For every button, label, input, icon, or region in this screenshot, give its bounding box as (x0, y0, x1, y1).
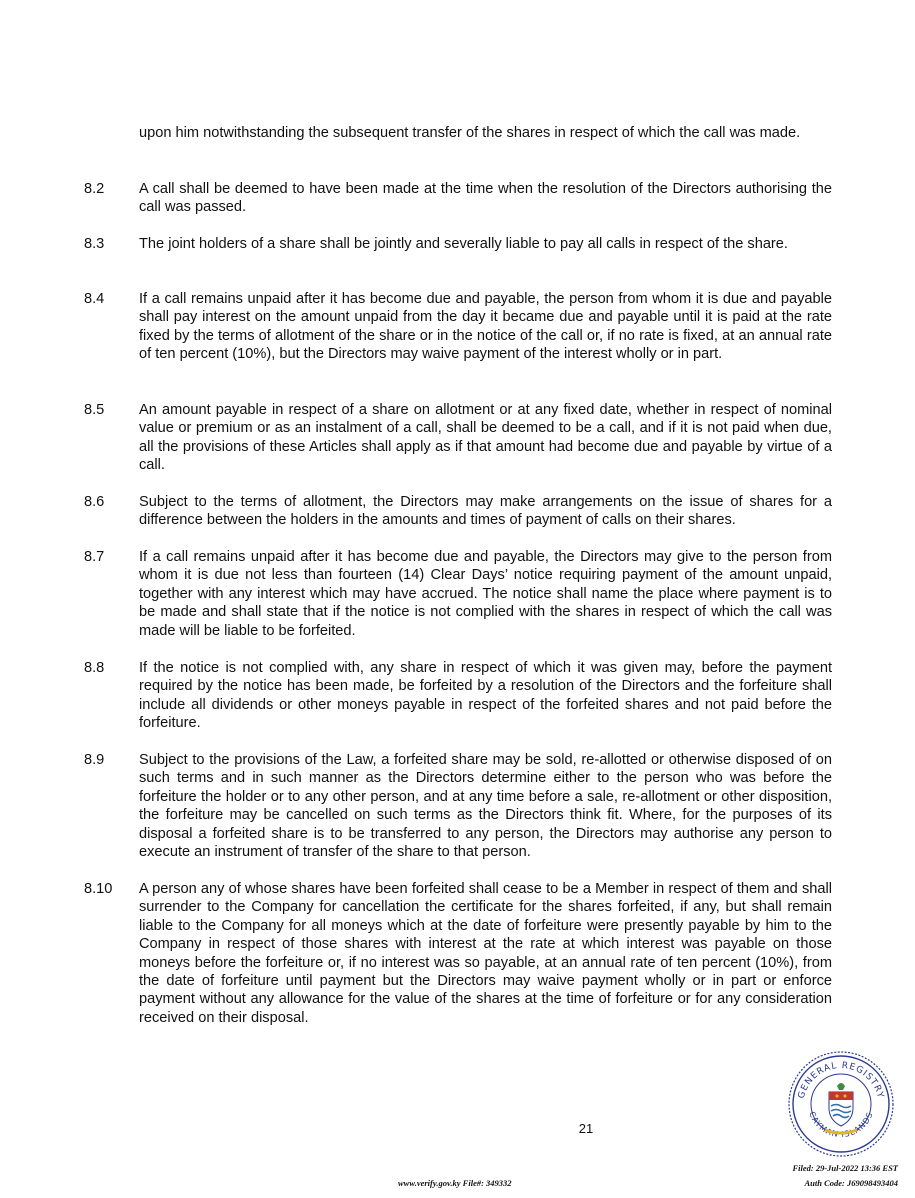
clause-number: 8.5 (84, 402, 105, 418)
clause-8-6 (84, 493, 832, 530)
clause-number: 8.6 (84, 494, 105, 510)
seal-top-text: GENERAL REGISTRY (796, 1060, 886, 1100)
page-number: 21 (578, 1121, 594, 1136)
clause-number: 8.7 (84, 549, 105, 565)
clause-text: Subject to the provisions of the Law, a forfeited share may be sold, re-allotted or otherwise disposed of on such terms and in such manner as the Directors determine either to the person who was before the forfeiture the holder or to any other person, and at any time before a sale, re-allotment or other disposition, the forfeiture may be cancelled on such terms as the Directors think fit. Where, for the purposes of its disposal a forfeited share is to be transferred to any person, the Directors may authorise any person to execute an instrument of transfer of the share to that person. (139, 752, 832, 861)
clause-8-2 (84, 180, 832, 217)
clause-8-9 (84, 751, 832, 861)
clause-8-3 (84, 235, 832, 253)
seal-bottom-text: CAYMAN ISLANDS (807, 1110, 875, 1139)
clause-8-8 (84, 659, 832, 733)
clause-text: A person any of whose shares have been forfeited shall cease to be a Member in respect of them and shall surrender to the Company for cancellation the certificate for the shares forfeited, if any, but shall remain liable to the Company for all moneys which at the date of forfeiture were presently payable by him to the Company in respect of those shares with interest at the rate at which interest was payable on those moneys before the forfeiture or, if no interest was so payable, at an annual rate of ten percent (10%), from the date of forfeiture until payment but the Directors may waive payment wholly or in part or enforce payment without any allowance for the value of the shares at the time of forfeiture or for any consideration received on their disposal. (139, 881, 832, 1026)
clause-number: 8.3 (84, 236, 105, 252)
general-registry-seal-icon (787, 1050, 895, 1158)
clause-8-7 (84, 548, 832, 640)
clause-text: If the notice is not complied with, any share in respect of which it was given may, before the payment required by the notice has been made, be forfeited by a resolution of the Directors and the forfeiture shall include all dividends or other moneys payable in respect of the forfeited shares and not paid before the forfeiture. (139, 660, 832, 732)
clause-text: Subject to the terms of allotment, the Directors may make arrangements on the issue of shares for a difference between the holders in the amounts and times of payment of calls on their shares. (139, 494, 832, 529)
clause-text: If a call remains unpaid after it has become due and payable, the person from whom it is due and payable shall pay interest on the amount unpaid from the day it became due and payable until it is paid at the rate fixed by the terms of allotment of the share or in the notice of the call or, if no rate is fixed, at an annual rate of ten percent (10%), but the Directors may waive payment of the interest wholly or in part. (139, 291, 832, 363)
filing-stamp (792, 1161, 898, 1191)
clause-text: If a call remains unpaid after it has become due and payable, the Directors may give to the person from whom it is due not less than fourteen (14) Clear Days’ notice requiring payment of the amount unpaid, together with any interest which may have accrued. The notice shall name the place where payment is to be made and shall state that if the notice is not complied with the shares in respect of which the call was made will be liable to be forfeited. (139, 549, 832, 639)
clause-number: 8.10 (84, 881, 113, 897)
clause-number: 8.4 (84, 291, 105, 307)
clause-8-10 (84, 880, 832, 1027)
clause-8-4 (84, 290, 832, 364)
clause-text: A call shall be deemed to have been made at the time when the resolution of the Directors authorising the call was passed. (139, 181, 832, 216)
clause-text: An amount payable in respect of a share on allotment or at any fixed date, whether in respect of nominal value or premium or as an instalment of a call, shall be deemed to be a call, and if it is not paid when due, all the provisions of these Articles shall apply as if that amount had become due and payable by virtue of a call. (139, 402, 832, 474)
clause-number: 8.8 (84, 660, 105, 676)
continuation-paragraph: upon him notwithstanding the subsequent transfer of the shares in respect of which the call was made. (139, 125, 801, 141)
clause-8-5 (84, 401, 832, 475)
clause-number: 8.9 (84, 752, 105, 768)
verify-footer: www.verify.gov.ky File#: 349332 (398, 1178, 512, 1188)
filed-date: Filed: 29-Jul-2022 13:36 EST (792, 1163, 898, 1173)
clause-text: The joint holders of a share shall be jointly and severally liable to pay all calls in respect of the share. (139, 236, 788, 252)
clause-number: 8.2 (84, 181, 105, 197)
auth-code: Auth Code: J69098493404 (804, 1178, 898, 1188)
